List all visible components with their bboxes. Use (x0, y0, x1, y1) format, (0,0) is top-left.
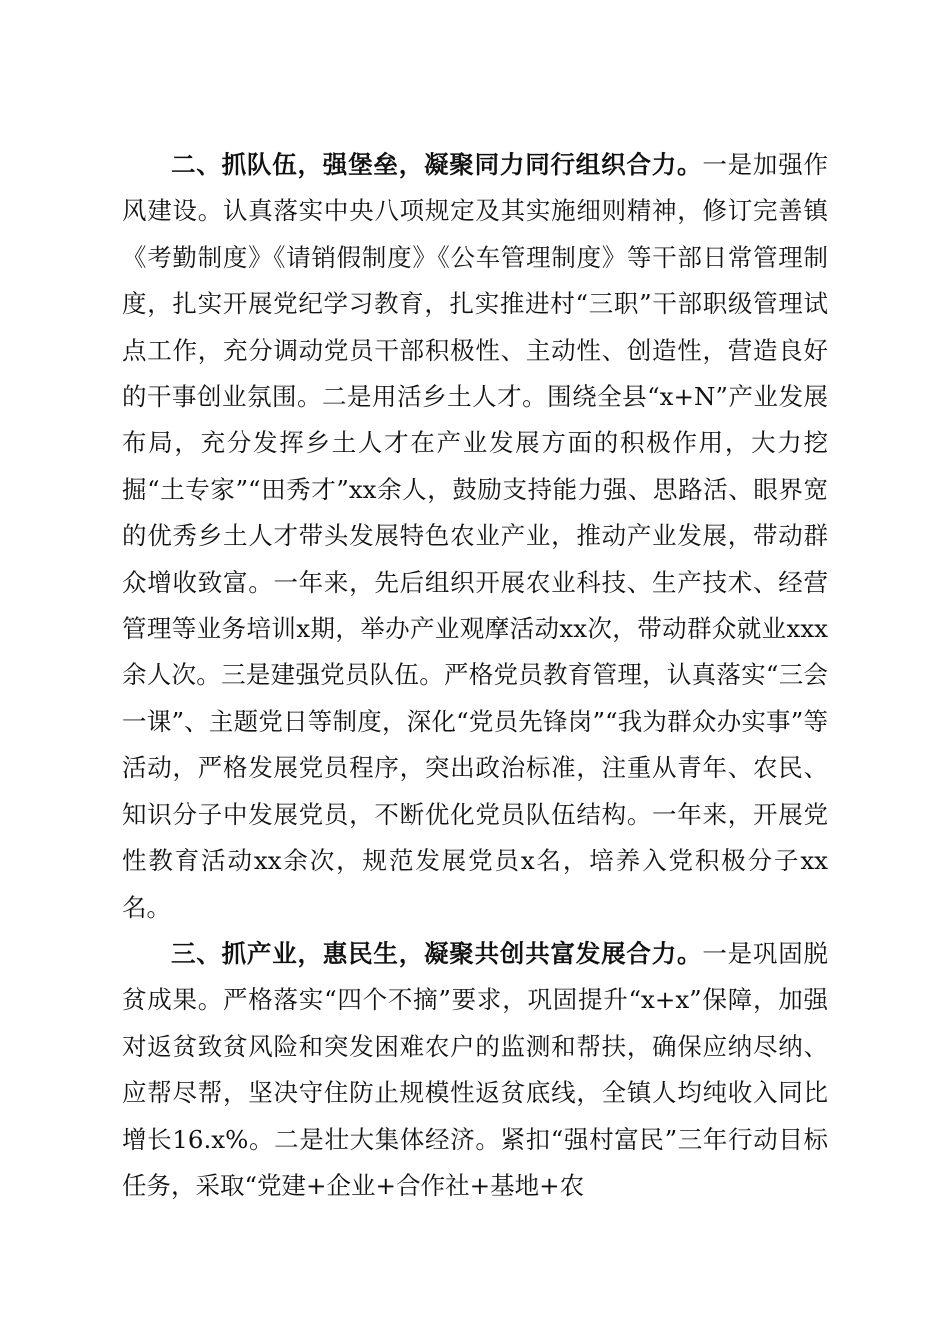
section-heading-3: 三、抓产业，惠民生，凝聚共创共富发展合力。 (171, 938, 703, 968)
section-body-2: 一是加强作风建设。认真落实中央八项规定及其实施细则精神，修订完善镇《考勤制度》《请销假制度》《公车管理制度》等干部日常管理制度，扎实开展党纪学习教育，扎实推进村“三职”干部职级管理试点工作，充分调动党员干部积极性、主动性、创造性，营造良好的干事创业氛围。二是用活乡土人才。围绕全县“x+N”产业发展布局，充分发挥乡土人才在产业发展方面的积极作用，大力挖掘“土专家”“田秀才”xx余人，鼓励支持能力强、思路活、眼界宽的优秀乡土人才带头发展特色农业产业，推动产业发展，带动群众增收致富。一年来，先后组织开展农业科技、生产技术、经营管理等业务培训x期，举办产业观摩活动xx次，带动群众就业xxx余人次。三是建强党员队伍。严格党员教育管理，认真落实“三会一课”、主题党日等制度，深化“党员先锋岗”“我为群众办实事”等活动，严格发展党员程序，突出政治标准，注重从青年、农民、知识分子中发展党员，不断优化党员队伍结构。一年来，开展党性教育活动xx余次，规范发展党员x名，培养入党积极分子xx名。 (122, 150, 829, 922)
section-heading-2: 二、抓队伍，强堡垒，凝聚同力同行组织合力。 (171, 150, 703, 179)
paragraph-section-2 (122, 142, 828, 931)
paragraph-section-3 (122, 931, 828, 1209)
document-body (122, 142, 828, 1209)
section-body-3: 一是巩固脱贫成果。严格落实“四个不摘”要求，巩固提升“x+x”保障，加强对返贫致贫风险和突发困难农户的监测和帮扶，确保应纳尽纳、应帮尽帮，坚决守住防止规模性返贫底线，全镇人均纯收入同比增长16.x%。二是壮大集体经济。紧扣“强村富民”三年行动目标任务，采取“党建+企业+合作社+基地+农 (122, 938, 829, 1200)
